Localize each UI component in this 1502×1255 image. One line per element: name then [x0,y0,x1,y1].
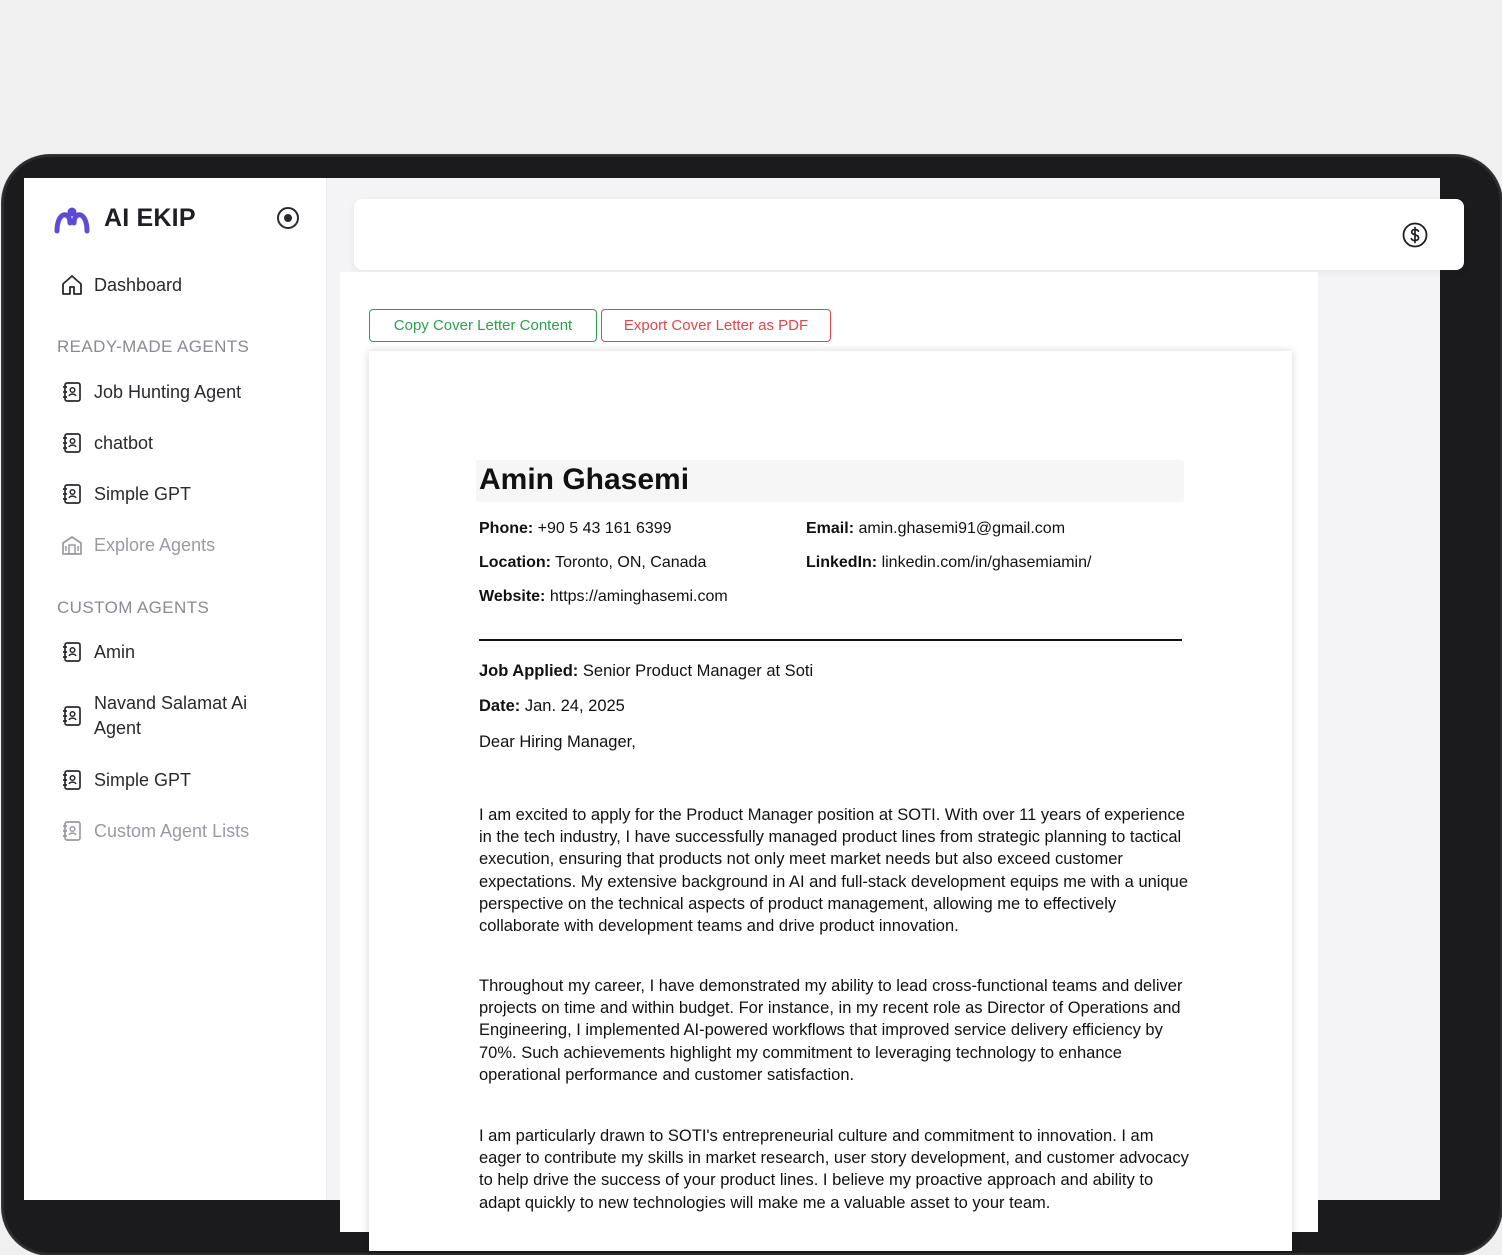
email-field [806,520,1065,538]
location-value: Toronto, ON, Canada [555,554,707,571]
agent-contact-icon [60,431,84,455]
linkedin-label: LinkedIn: [806,554,878,571]
dollar-icon[interactable] [1402,222,1428,248]
date-value: Jan. 24, 2025 [524,697,625,715]
job-applied-field [479,662,813,681]
sidebar-item-label: Explore Agents [94,534,216,555]
sidebar-item-label: Amin [94,641,136,662]
sidebar-item-label: Simple GPT [94,483,192,504]
email-value: amin.ghasemi91@gmail.com [858,520,1066,537]
phone-label: Phone: [479,520,534,537]
sidebar-item-label: Custom Agent Lists [94,820,250,841]
divider [479,639,1182,641]
brand-name: AI EKIP [104,204,196,232]
letter-paragraph: I am excited to apply for the Product Manager position at SOTI. With over 11 years of experience in the tech industry, I have successfully managed product lines from strategic planning to tactical execution, ensuring that products not only meet market needs but also exceed customer expectations. My extensive background in AI and full-stack development equips me with a unique perspective on the technical aspects of product management, allowing me to effectively collaborate with development teams and drive product innovation. [479,806,1188,936]
app-window [24,178,1440,1212]
agent-contact-icon [60,819,84,843]
date-field [479,697,625,716]
sidebar-item-explore-agents[interactable] [60,533,215,557]
sidebar-item-custom-agent-lists[interactable] [60,819,249,843]
top-bar [354,199,1464,270]
sidebar-item-label: chatbot [94,432,154,453]
website-value: https://aminghasemi.com [549,588,728,605]
date-label: Date: [479,697,521,715]
sidebar-item-label: Dashboard [94,274,183,295]
website-field [479,588,728,606]
collapse-sidebar-button[interactable] [277,207,299,229]
agent-contact-icon [60,704,84,728]
location-field [479,554,706,572]
sidebar [24,178,327,1200]
applicant-name: Amin Ghasemi [479,463,690,496]
home-icon [60,273,84,297]
sidebar-item-label: Simple GPT [94,769,192,790]
website-label: Website: [479,588,546,605]
sidebar-item-navand-salamat[interactable] [60,691,270,741]
section-label-custom: CUSTOM AGENTS [57,598,210,617]
linkedin-value: linkedin.com/in/ghasemiamin/ [881,554,1092,571]
sidebar-item-amin[interactable] [60,640,135,664]
email-label: Email: [806,520,855,537]
brand-logo-icon [54,205,90,233]
linkedin-field [806,554,1091,572]
agent-contact-icon [60,482,84,506]
sidebar-item-simple-gpt-custom[interactable] [60,768,191,792]
sidebar-item-chatbot[interactable] [60,431,153,455]
job-label: Job Applied: [479,662,579,680]
letter-paragraph: I am particularly drawn to SOTI's entrepreneurial culture and commitment to innovation. I am eager to contribute my skills in market research, user story development, and customer advocacy to help drive the success of your product lines. I believe my proactive approach and ability to adapt quickly to new technologies will make me a valuable asset to your team. [479,1127,1189,1212]
copy-cover-letter-button[interactable]: Copy Cover Letter Content [369,309,597,342]
salutation: Dear Hiring Manager, [479,733,636,751]
agent-contact-icon [60,768,84,792]
section-label-ready-made: READY-MADE AGENTS [57,337,250,356]
brand[interactable] [54,204,196,233]
agent-contact-icon [60,640,84,664]
cover-letter-document [369,351,1292,1251]
phone-value: +90 5 43 161 6399 [537,520,672,537]
sidebar-item-job-hunting-agent[interactable] [60,380,241,404]
sidebar-item-label: Navand Salamat Ai Agent [94,693,248,738]
sidebar-item-dashboard[interactable] [60,273,182,297]
sidebar-item-label: Job Hunting Agent [94,381,242,402]
letter-paragraph: Throughout my career, I have demonstrated my ability to lead cross-functional teams and deliver projects on time and within budget. For instance, in my recent role as Director of Operations and Engineering, I implemented AI-powered workflows that improved service delivery efficiency by 70%. Such achievements highlight my commitment to leveraging technology to enhance operational performance and customer satisfaction. [479,977,1183,1084]
sidebar-item-simple-gpt[interactable] [60,482,191,506]
job-value: Senior Product Manager at Soti [582,662,814,680]
location-label: Location: [479,554,551,571]
export-pdf-button[interactable]: Export Cover Letter as PDF [601,309,831,342]
agent-contact-icon [60,380,84,404]
phone-field [479,520,672,538]
building-icon [60,533,84,557]
